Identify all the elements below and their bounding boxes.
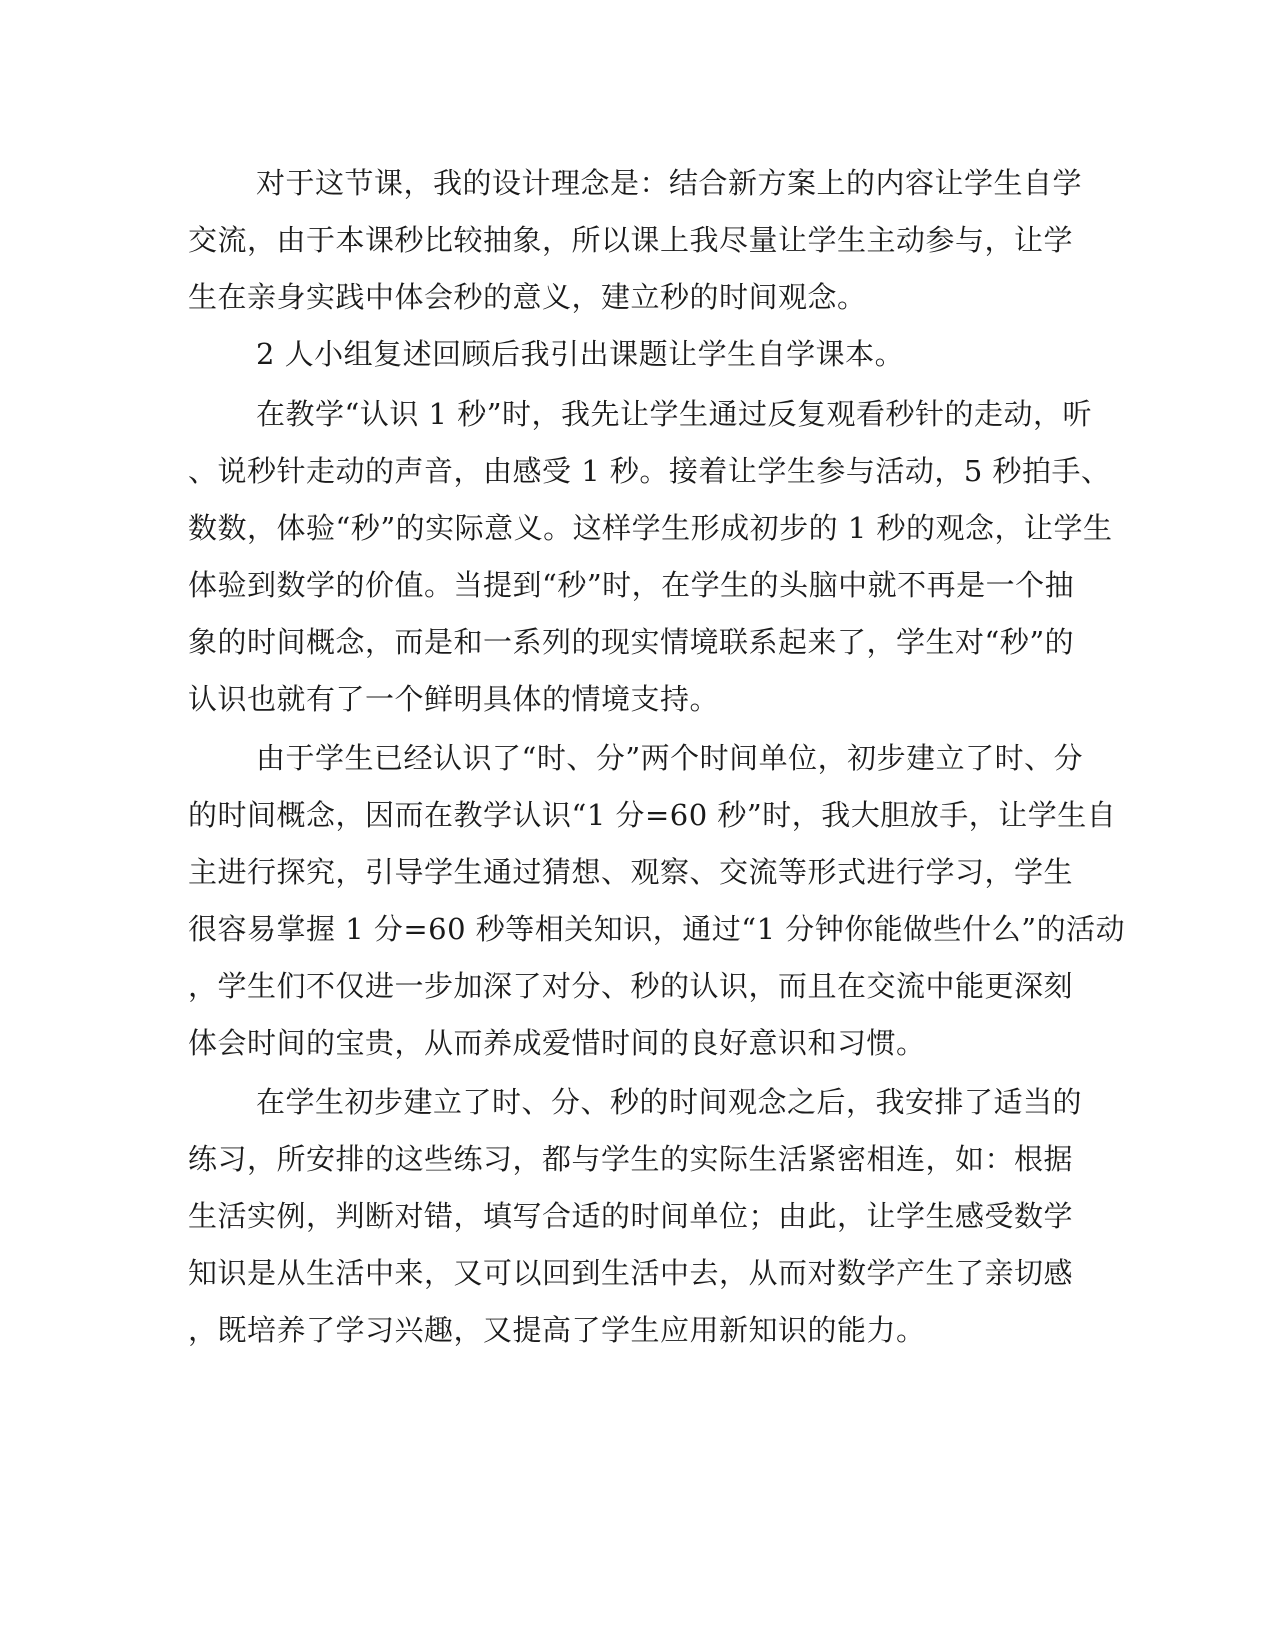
paragraph-5-line-3: 生活实例，判断对错，填写合适的时间单位；由此，让学生感受数学 xyxy=(188,1199,1074,1233)
paragraph-5-line-2: 练习，所安排的这些练习，都与学生的实际生活紧密相连，如：根据 xyxy=(188,1142,1074,1176)
paragraph-3-line-1: 在教学“认识 1 秒”时，我先让学生通过反复观看秒针的走动，听 xyxy=(256,397,1093,431)
paragraph-4-line-6: 体会时间的宝贵，从而养成爱惜时间的良好意识和习惯。 xyxy=(188,1026,926,1060)
paragraph-3-line-5: 象的时间概念，而是和一系列的现实情境联系起来了，学生对“秒”的 xyxy=(188,625,1075,659)
paragraph-3-line-4: 体验到数学的价值。当提到“秒”时，在学生的头脑中就不再是一个抽 xyxy=(188,568,1075,602)
paragraph-4-line-5: ，学生们不仅进一步加深了对分、秒的认识，而且在交流中能更深刻 xyxy=(188,969,1074,1003)
paragraph-1-line-2: 交流，由于本课秒比较抽象，所以课上我尽量让学生主动参与，让学 xyxy=(188,223,1074,257)
paragraph-1-line-3: 生在亲身实践中体会秒的意义，建立秒的时间观念。 xyxy=(188,280,867,314)
paragraph-3-line-3: 数数，体验“秒”的实际意义。这样学生形成初步的 1 秒的观念，让学生 xyxy=(188,511,1113,545)
paragraph-3-line-2: 、说秒针走动的声音，由感受 1 秒。接着让学生参与活动，5 秒拍手、 xyxy=(188,454,1111,488)
paragraph-5-line-1: 在学生初步建立了时、分、秒的时间观念之后，我安排了适当的 xyxy=(256,1085,1083,1119)
paragraph-4-line-3: 主进行探究，引导学生通过猜想、观察、交流等形式进行学习，学生 xyxy=(188,855,1074,889)
paragraph-4-line-2: 的时间概念，因而在教学认识“1 分=60 秒”时，我大胆放手，让学生自 xyxy=(188,798,1117,832)
paragraph-4-line-1: 由于学生已经认识了“时、分”两个时间单位，初步建立了时、分 xyxy=(256,741,1084,775)
paragraph-3-line-6: 认识也就有了一个鲜明具体的情境支持。 xyxy=(188,682,720,716)
paragraph-1-line-1: 对于这节课，我的设计理念是：结合新方案上的内容让学生自学 xyxy=(256,166,1083,200)
paragraph-5-line-4: 知识是从生活中来，又可以回到生活中去，从而对数学产生了亲切感 xyxy=(188,1256,1074,1290)
paragraph-4-line-4: 很容易掌握 1 分=60 秒等相关知识，通过“1 分钟你能做些什么”的活动 xyxy=(188,912,1126,946)
paragraph-5-line-5: ，既培养了学习兴趣，又提高了学生应用新知识的能力。 xyxy=(188,1313,926,1347)
paragraph-2-line-1: 2 人小组复述回顾后我引出课题让学生自学课本。 xyxy=(256,337,905,371)
